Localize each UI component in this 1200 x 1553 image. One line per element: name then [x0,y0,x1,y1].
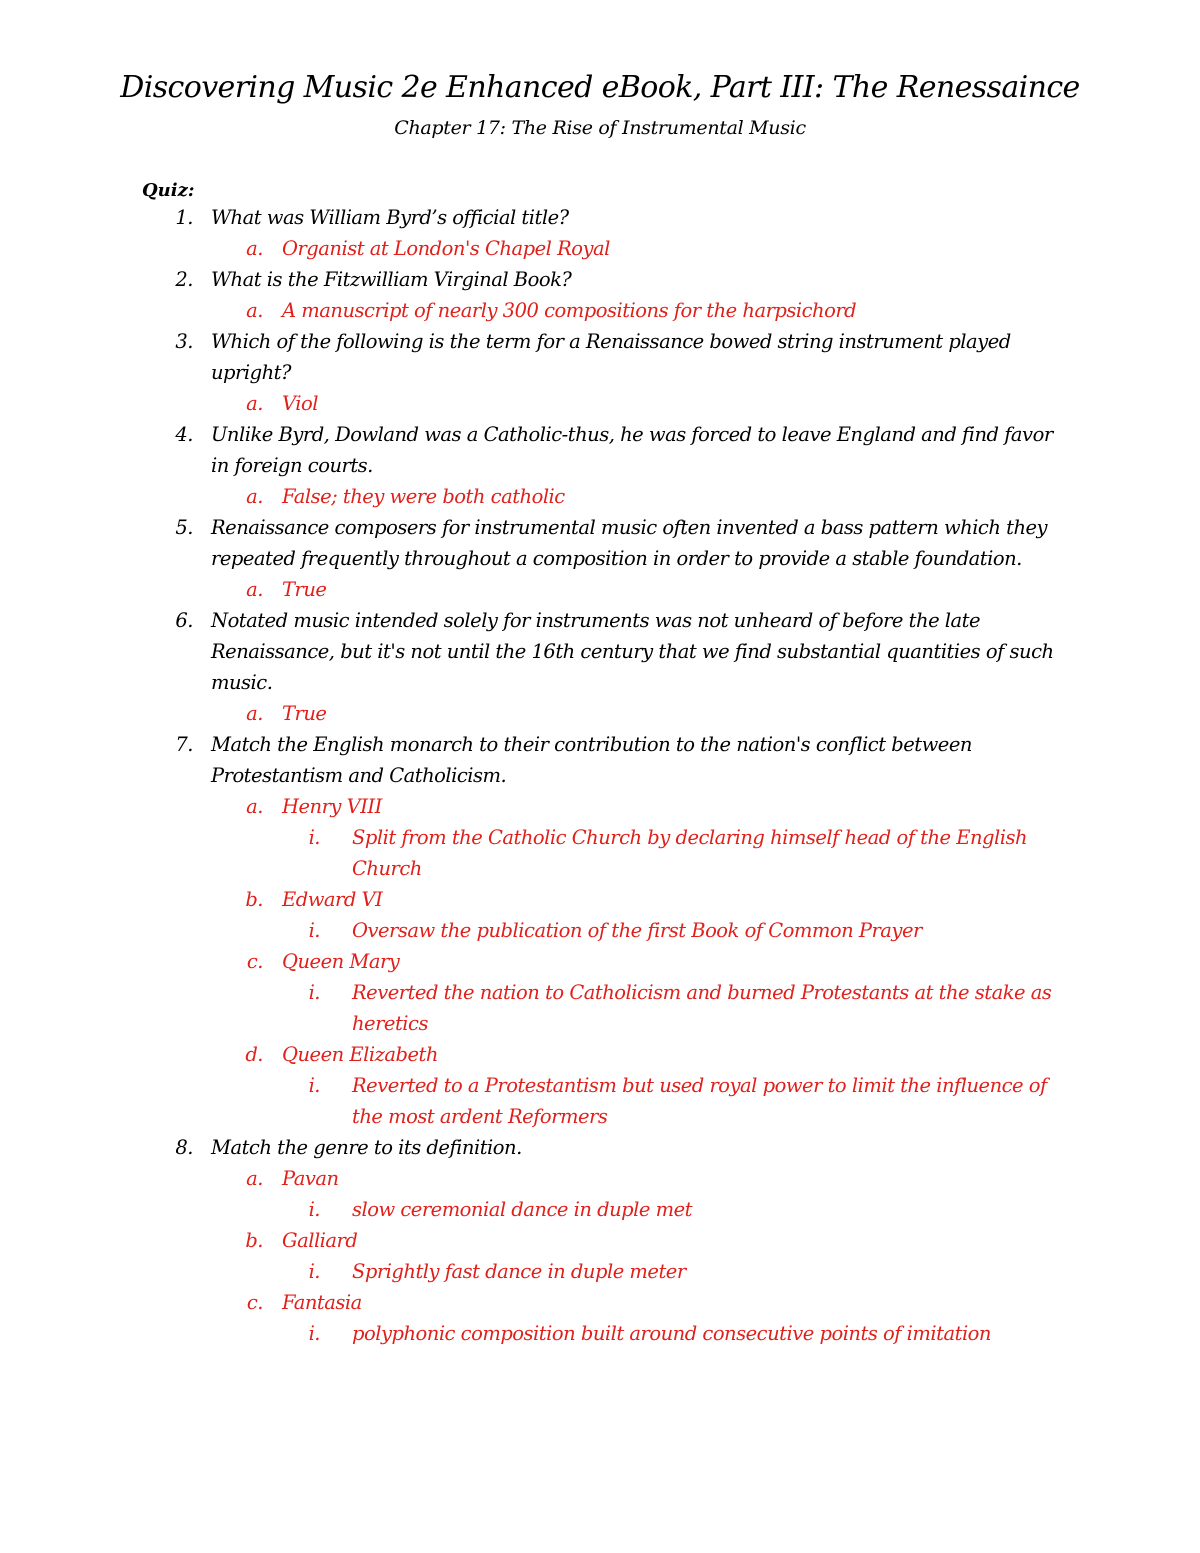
question-item [0,1132,1200,1163]
answer-item-marker: a. [246,237,263,260]
answer-subitem-marker: i. [308,1074,320,1097]
answer-item [0,1039,1200,1070]
answer-item-text: Fantasia [282,1291,362,1314]
question-item-text: Match the English monarch to their contribution to the nation's conflict between Protestantism and Catholicism. [211,733,972,787]
answer-subitem-marker: i. [308,981,320,1004]
chapter-subtitle: Chapter 17: The Rise of Instrumental Music [394,117,806,139]
answer-item-marker: b. [245,888,263,911]
answer-item-text: True [282,578,327,601]
answer-subitem-marker: i. [308,1260,320,1283]
answer-subitem [0,1256,1200,1287]
question-item-marker: 7. [175,733,193,756]
answer-subitem [0,915,1200,946]
answer-subitem [0,1318,1200,1349]
question-item-text: Notated music intended solely for instruments was not unheard of before the late Renaissance, but it's not until the 16th century that we find substantial quantities of such music. [211,609,1054,694]
question-item [0,605,1200,698]
answer-item-marker: c. [246,950,263,973]
question-list [0,202,1200,1349]
answer-item [0,233,1200,264]
question-item [0,419,1200,481]
answer-item [0,1225,1200,1256]
answer-item-text: Queen Mary [282,950,400,973]
answer-subitem-marker: i. [308,1198,320,1221]
answer-item-marker: d. [245,1043,263,1066]
answer-item-text: Viol [282,392,318,415]
question-item [0,729,1200,791]
answer-item [0,884,1200,915]
question-item [0,326,1200,388]
answer-subitem-text: slow ceremonial dance in duple met [352,1198,692,1221]
answer-subitem-marker: i. [308,826,320,849]
answer-subitem [0,977,1200,1039]
answer-item [0,1163,1200,1194]
answer-item-text: True [282,702,327,725]
answer-item-marker: a. [246,578,263,601]
answer-item [0,574,1200,605]
question-item-marker: 4. [175,423,193,446]
answer-item [0,698,1200,729]
answer-subitem-marker: i. [308,1322,320,1345]
answer-item [0,481,1200,512]
question-item-marker: 6. [175,609,193,632]
question-item-marker: 5. [175,516,193,539]
answer-item [0,388,1200,419]
question-item-text: Match the genre to its definition. [211,1136,522,1159]
answer-subitem [0,1194,1200,1225]
answer-item [0,1287,1200,1318]
answer-item-marker: a. [246,795,263,818]
question-item-text: Unlike Byrd, Dowland was a Catholic-thus, he was forced to leave England and find favor in foreign courts. [211,423,1053,477]
question-item-text: What was William Byrd’s official title? [211,206,569,229]
answer-item [0,946,1200,977]
answer-item-marker: b. [245,1229,263,1252]
question-item-marker: 3. [175,330,193,353]
question-item-marker: 8. [175,1136,193,1159]
answer-subitem-text: Oversaw the publication of the first Book of Common Prayer [352,919,922,942]
answer-item [0,295,1200,326]
question-item [0,512,1200,574]
question-item-marker: 1. [175,206,193,229]
answer-item-marker: a. [246,1167,263,1190]
answer-item-text: A manuscript of nearly 300 compositions for the harpsichord [282,299,857,322]
answer-item-marker: c. [246,1291,263,1314]
answer-item-text: Queen Elizabeth [282,1043,438,1066]
document-title: Discovering Music 2e Enhanced eBook, Part III: The Renessaince [120,70,1080,105]
answer-subitem-text: Sprightly fast dance in duple meter [352,1260,686,1283]
answer-item-text: Pavan [282,1167,339,1190]
quiz-label: Quiz: [142,180,195,201]
answer-item-marker: a. [246,299,263,322]
question-item-text: Which of the following is the term for a Renaissance bowed string instrument played upright? [211,330,1011,384]
answer-subitem [0,822,1200,884]
question-item-text: What is the Fitzwilliam Virginal Book? [211,268,572,291]
answer-subitem-text: Reverted the nation to Catholicism and burned Protestants at the stake as heretics [352,981,1052,1035]
answer-item-marker: a. [246,702,263,725]
answer-item-text: Galliard [282,1229,358,1252]
question-item [0,264,1200,295]
answer-item-text: Organist at London's Chapel Royal [282,237,610,260]
answer-item-text: Henry VIII [282,795,382,818]
answer-subitem-text: polyphonic composition built around consecutive points of imitation [352,1322,991,1345]
question-item-text: Renaissance composers for instrumental music often invented a bass pattern which they repeated frequently throughout a composition in order to provide a stable foundation. [211,516,1048,570]
answer-item-marker: a. [246,485,263,508]
answer-item-text: Edward VI [282,888,383,911]
answer-subitem-text: Split from the Catholic Church by declaring himself head of the English Church [352,826,1028,880]
question-item-marker: 2. [175,268,193,291]
answer-item [0,791,1200,822]
answer-subitem-marker: i. [308,919,320,942]
answer-item-text: False; they were both catholic [282,485,565,508]
question-item [0,202,1200,233]
answer-item-marker: a. [246,392,263,415]
answer-subitem-text: Reverted to a Protestantism but used royal power to limit the influence of the most ardent Reformers [352,1074,1047,1128]
answer-subitem [0,1070,1200,1132]
